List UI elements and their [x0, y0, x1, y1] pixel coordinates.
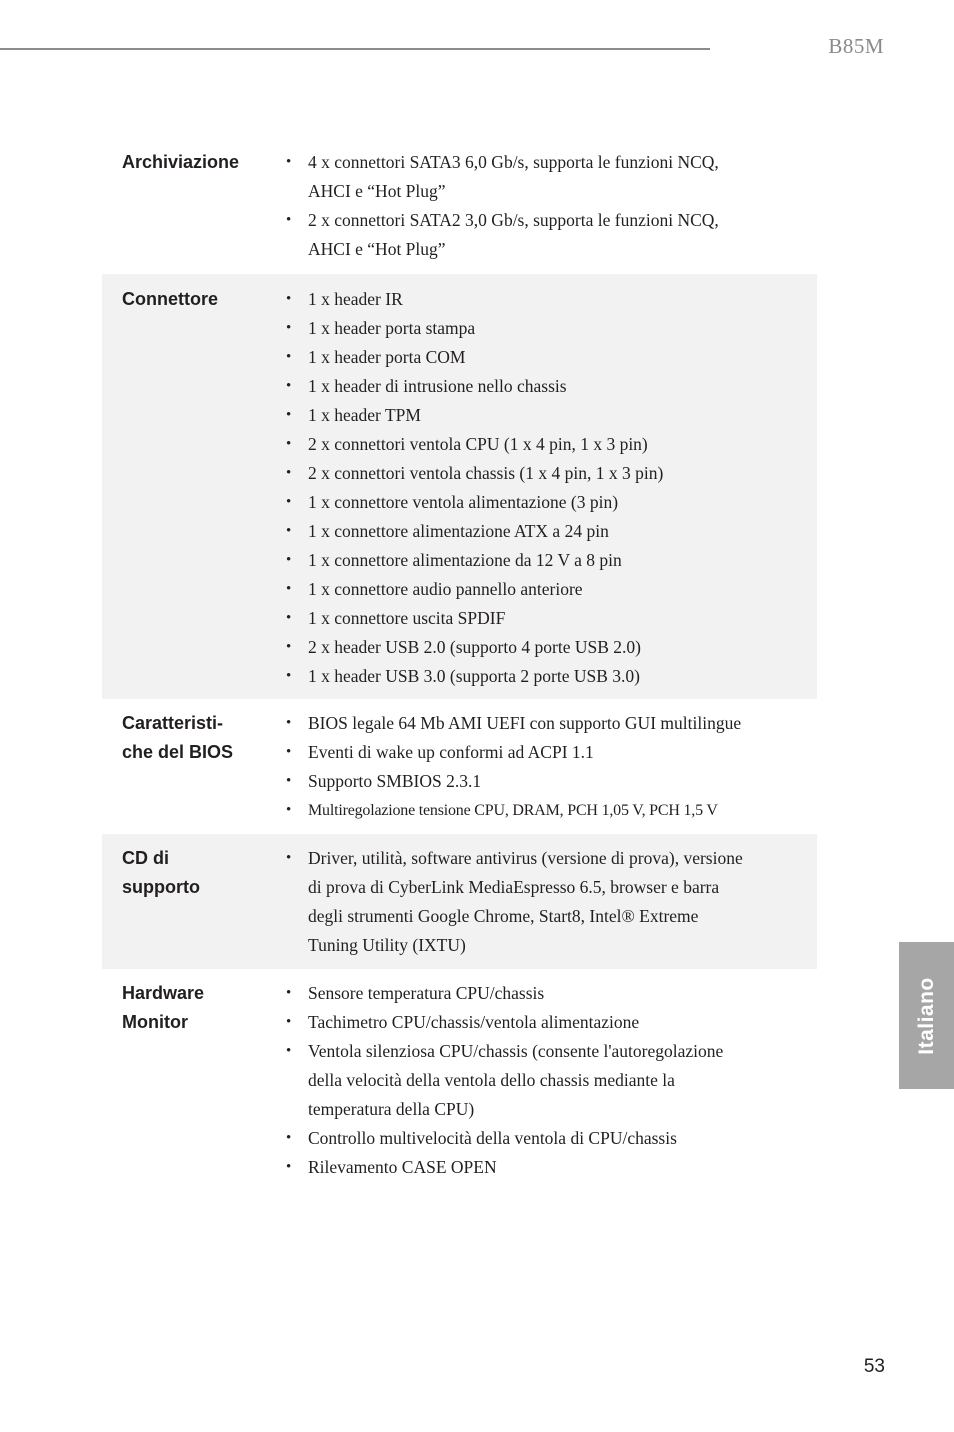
row-label-line: supporto [122, 877, 200, 897]
page-number: 53 [863, 1356, 885, 1377]
header-rule [0, 48, 710, 50]
spec-list [262, 844, 817, 960]
spec-item [286, 517, 817, 546]
spec-item-line: • 4 x connettori SATA3 6,0 Gb/s, supporta le funzioni NCQ, [308, 152, 719, 172]
spec-item [286, 979, 817, 1008]
spec-item-line: di prova di CyberLink MediaEspresso 6.5, browser e barra [308, 877, 720, 897]
spec-row [102, 699, 817, 834]
language-tab-label: Italiano [914, 976, 938, 1055]
spec-item-line: AHCI e “Hot Plug” [308, 181, 446, 201]
spec-row [102, 834, 817, 969]
spec-item-line: temperatura della CPU) [308, 1099, 475, 1119]
spec-item [286, 1153, 817, 1182]
spec-list [262, 148, 817, 264]
spec-item [286, 314, 817, 343]
row-label-line: Connettore [122, 289, 218, 309]
spec-item [286, 343, 817, 372]
spec-item [286, 430, 817, 459]
spec-list [262, 979, 817, 1182]
spec-item-line: • 1 x header TPM [308, 405, 421, 425]
spec-list [262, 709, 817, 825]
spec-item-line: della velocità della ventola dello chassis mediante la [308, 1070, 675, 1090]
row-label-line: Monitor [122, 1012, 188, 1032]
spec-item-line: • Sensore temperatura CPU/chassis [308, 983, 545, 1003]
spec-item [286, 633, 817, 662]
spec-item [286, 285, 817, 314]
spec-item-line: • Eventi di wake up conformi ad ACPI 1.1 [308, 742, 594, 762]
spec-item [286, 459, 817, 488]
spec-item-line: • 1 x header porta stampa [308, 318, 476, 338]
spec-item [286, 604, 817, 633]
row-label [102, 844, 262, 960]
spec-item [286, 662, 817, 691]
spec-item [286, 709, 817, 738]
row-label-line: CD di [122, 848, 169, 868]
spec-item-line: • 1 x connettore uscita SPDIF [308, 608, 506, 628]
spec-item-line: • 1 x connettore alimentazione ATX a 24 pin [308, 521, 609, 541]
spec-item-line: • 1 x header porta COM [308, 347, 466, 367]
row-label [102, 285, 262, 691]
spec-item [286, 488, 817, 517]
spec-row [102, 274, 817, 699]
spec-item-line: • 1 x header USB 3.0 (supporta 2 porte USB 3.0) [308, 666, 640, 686]
spec-row [102, 969, 817, 1182]
spec-item-line: • Tachimetro CPU/chassis/ventola alimentazione [308, 1012, 640, 1032]
spec-item [286, 575, 817, 604]
spec-item-line: • Rilevamento CASE OPEN [308, 1157, 497, 1177]
row-label-line: Caratteristi- [122, 713, 224, 733]
spec-item [286, 148, 817, 206]
spec-item-line: • 2 x connettori ventola CPU (1 x 4 pin, 1 x 3 pin) [308, 434, 648, 454]
spec-item-line: Tuning Utility (IXTU) [308, 935, 466, 955]
spec-item-line: AHCI e “Hot Plug” [308, 239, 446, 259]
spec-item-line: • Ventola silenziosa CPU/chassis (consente l'autoregolazione [308, 1041, 724, 1061]
model-name: B85M [828, 34, 884, 58]
spec-item-line: • 1 x connettore ventola alimentazione (3 pin) [308, 492, 619, 512]
language-tab [899, 942, 954, 1089]
spec-item [286, 738, 817, 767]
spec-row [102, 138, 817, 274]
row-label-line: Archiviazione [122, 152, 240, 172]
row-label [102, 979, 262, 1182]
spec-item [286, 372, 817, 401]
spec-item [286, 767, 817, 796]
spec-item-line: • 1 x connettore alimentazione da 12 V a 8 pin [308, 550, 622, 570]
spec-item [286, 1124, 817, 1153]
spec-item [286, 401, 817, 430]
spec-item-line: • Controllo multivelocità della ventola di CPU/chassis [308, 1128, 677, 1148]
spec-item-line: • 1 x header di intrusione nello chassis [308, 376, 567, 396]
spec-item [286, 206, 817, 264]
spec-item-line: • 1 x header IR [308, 289, 403, 309]
spec-item-line: • BIOS legale 64 Mb AMI UEFI con supporto GUI multilingue [308, 713, 742, 733]
row-label [102, 709, 262, 825]
spec-table [102, 138, 817, 1182]
spec-item [286, 1037, 817, 1124]
spec-item [286, 796, 817, 825]
spec-item-line: • Supporto SMBIOS 2.3.1 [308, 771, 482, 791]
spec-item-line: • 2 x connettori SATA2 3,0 Gb/s, supporta le funzioni NCQ, [308, 210, 719, 230]
spec-item-line: • 2 x header USB 2.0 (supporto 4 porte USB 2.0) [308, 637, 641, 657]
spec-item-line: • Driver, utilità, software antivirus (versione di prova), versione [308, 848, 743, 868]
spec-item-line: degli strumenti Google Chrome, Start8, Intel® Extreme [308, 906, 699, 926]
spec-item [286, 546, 817, 575]
row-label-line: Hardware [122, 983, 205, 1003]
spec-item-line: • 1 x connettore audio pannello anteriore [308, 579, 583, 599]
spec-item-line: • 2 x connettori ventola chassis (1 x 4 pin, 1 x 3 pin) [308, 463, 664, 483]
row-label [102, 148, 262, 264]
spec-item [286, 1008, 817, 1037]
spec-item [286, 844, 817, 960]
spec-item-line: • Multiregolazione tensione CPU, DRAM, PCH 1,05 V, PCH 1,5 V [308, 802, 718, 819]
row-label-line: che del BIOS [122, 742, 234, 762]
spec-list [262, 285, 817, 691]
